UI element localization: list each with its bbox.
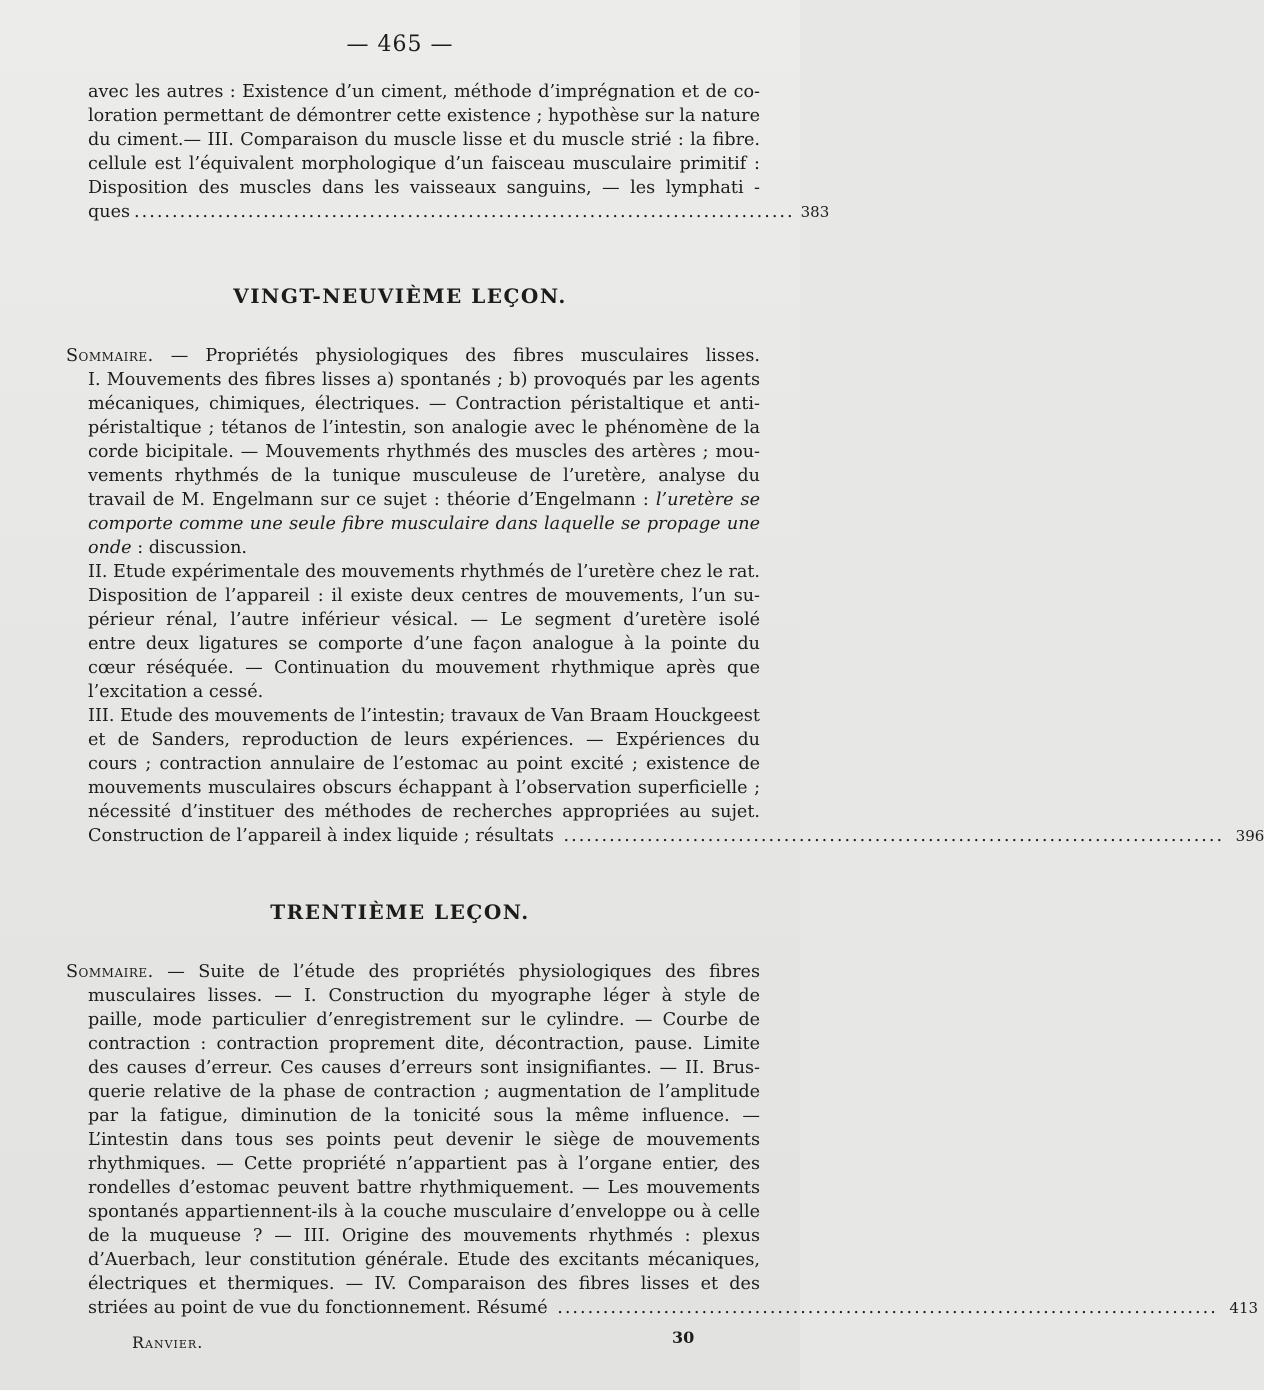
page-number: — 465 — — [346, 32, 454, 57]
toc-entry — [66, 1296, 1259, 1320]
text-line: du ciment.— III. Comparaison du muscle lisse et du muscle strié : la fibre. — [88, 130, 760, 150]
text-line: nécessité d’instituer des méthodes de recherches appropriées au sujet. — [88, 802, 760, 822]
continuation-block — [88, 80, 830, 224]
text-fragment: travail de M. Engelmann sur ce sujet : théorie d’Engelmann : — [88, 490, 649, 510]
sommaire-text: — Propriétés physiologiques des fibres musculaires lisses. — [153, 346, 760, 366]
sommaire-first-line — [66, 960, 760, 984]
text-line: entre deux ligatures se comporte d’une façon analogue à la pointe du — [88, 634, 760, 654]
toc-entry — [66, 824, 1264, 848]
text-line: II. Etude expérimentale des mouvements rhythmés de l’uretère chez le rat. — [88, 562, 760, 582]
leader-dots: ....................................................................................... — [134, 202, 795, 222]
italic-text: onde — [88, 538, 132, 558]
text-line: I. Mouvements des fibres lisses a) spontanés ; b) provoqués par les agents — [88, 370, 760, 390]
text-line: querie relative de la phase de contraction ; augmentation de l’amplitude — [88, 1082, 760, 1102]
toc-entry-text: Construction de l’appareil à index liquide ; résultats — [88, 826, 554, 846]
toc-entry-text: ques — [88, 202, 131, 222]
text-line: de la muqueuse ? — III. Origine des mouvements rhythmés : plexus — [88, 1226, 760, 1246]
sommaire-text: — Suite de l’étude des propriétés physiologiques des fibres — [153, 962, 760, 982]
footer-signature: 30 — [672, 1328, 695, 1347]
text-line: d’Auerbach, leur constitution générale. Etude des excitants mécaniques, — [88, 1250, 760, 1270]
text-line: contraction : contraction proprement dite, décontraction, pause. Limite — [88, 1034, 760, 1054]
text-line: paille, mode particulier d’enregistrement sur le cylindre. — Courbe de — [88, 1010, 760, 1030]
sommaire-first-line — [66, 344, 760, 368]
lecon-29-title: VINGT-NEUVIÈME LEÇON. — [233, 284, 567, 308]
toc-entry — [88, 200, 830, 224]
text-line — [66, 536, 760, 560]
text-line: et de Sanders, reproduction de leurs expériences. — Expériences du — [88, 730, 760, 750]
text-line: périeur rénal, l’autre inférieur vésical. — Le segment d’uretère isolé — [88, 610, 760, 630]
text-line: Disposition des muscles dans les vaisseaux sanguins, — les lymphati - — [88, 178, 760, 198]
italic-text: l’uretère se — [655, 490, 760, 510]
leader-dots: ....................................................................................... — [557, 1298, 1218, 1318]
text-line: corde bicipitale. — Mouvements rhythmés des muscles des artères ; mou- — [88, 442, 760, 462]
text-line: musculaires lisses. — I. Construction du myographe léger à style de — [88, 986, 760, 1006]
text-line: spontanés appartiennent-ils à la couche musculaire d’enveloppe ou à celle — [88, 1202, 760, 1222]
text-line: l’excitation a cessé. — [88, 682, 264, 702]
toc-entry-text: striées au point de vue du fonctionnement. Résumé — [88, 1298, 548, 1318]
italic-line: comporte comme une seule fibre musculaire dans laquelle se propage une — [88, 514, 760, 534]
text-line: des causes d’erreur. Ces causes d’erreurs sont insignifiantes. — II. Brus- — [88, 1058, 760, 1078]
text-line: par la fatigue, diminution de la tonicité sous la même influence. — — [88, 1106, 760, 1126]
leader-dots: ....................................................................................... — [563, 826, 1225, 846]
text-line: électriques et thermiques. — IV. Comparaison des fibres lisses et des — [88, 1274, 760, 1294]
text-line: cœur réséquée. — Continuation du mouvement rhythmique après que — [88, 658, 760, 678]
text-line: rondelles d’estomac peuvent battre rhythmiquement. — Les mouvements — [88, 1178, 760, 1198]
lecon-30-sommaire — [66, 960, 1259, 1320]
toc-page-ref: 396 — [1235, 827, 1264, 845]
text-line: avec les autres : Existence d’un ciment, méthode d’imprégnation et de co- — [88, 82, 760, 102]
toc-page-ref: 413 — [1229, 1299, 1259, 1317]
lecon-30-title: TRENTIÈME LEÇON. — [270, 900, 530, 924]
sommaire-label: Sommaire. — [66, 346, 154, 366]
text-line: cellule est l’équivalent morphologique d’un faisceau musculaire primitif : — [88, 154, 760, 174]
text-line — [66, 488, 760, 512]
text-line: Disposition de l’appareil : il existe deux centres de mouvements, l’un su- — [88, 586, 760, 606]
text-line: III. Etude des mouvements de l’intestin; travaux de Van Braam Houckgeest — [88, 706, 760, 726]
text-line: cours ; contraction annulaire de l’estomac au point excité ; existence de — [88, 754, 760, 774]
footer-author: Ranvier. — [132, 1333, 204, 1352]
toc-page-ref: 383 — [800, 203, 830, 221]
text-line: loration permettant de démontrer cette existence ; hypothèse sur la nature — [88, 106, 760, 126]
text-line: vements rhythmés de la tunique musculeuse de l’uretère, analyse du — [88, 466, 760, 486]
text-line: L’intestin dans tous ses points peut devenir le siège de mouvements — [88, 1130, 760, 1150]
text-line: rhythmiques. — Cette propriété n’appartient pas à l’organe entier, des — [88, 1154, 760, 1174]
text-line: mécaniques, chimiques, électriques. — Contraction péristaltique et anti- — [88, 394, 760, 414]
text-fragment: : discussion. — [131, 538, 248, 558]
text-line: mouvements musculaires obscurs échappant à l’observation superficielle ; — [88, 778, 760, 798]
lecon-29-sommaire — [66, 344, 1264, 848]
sommaire-label: Sommaire. — [66, 962, 154, 982]
text-line: péristaltique ; tétanos de l’intestin, son analogie avec le phénomène de la — [88, 418, 760, 438]
